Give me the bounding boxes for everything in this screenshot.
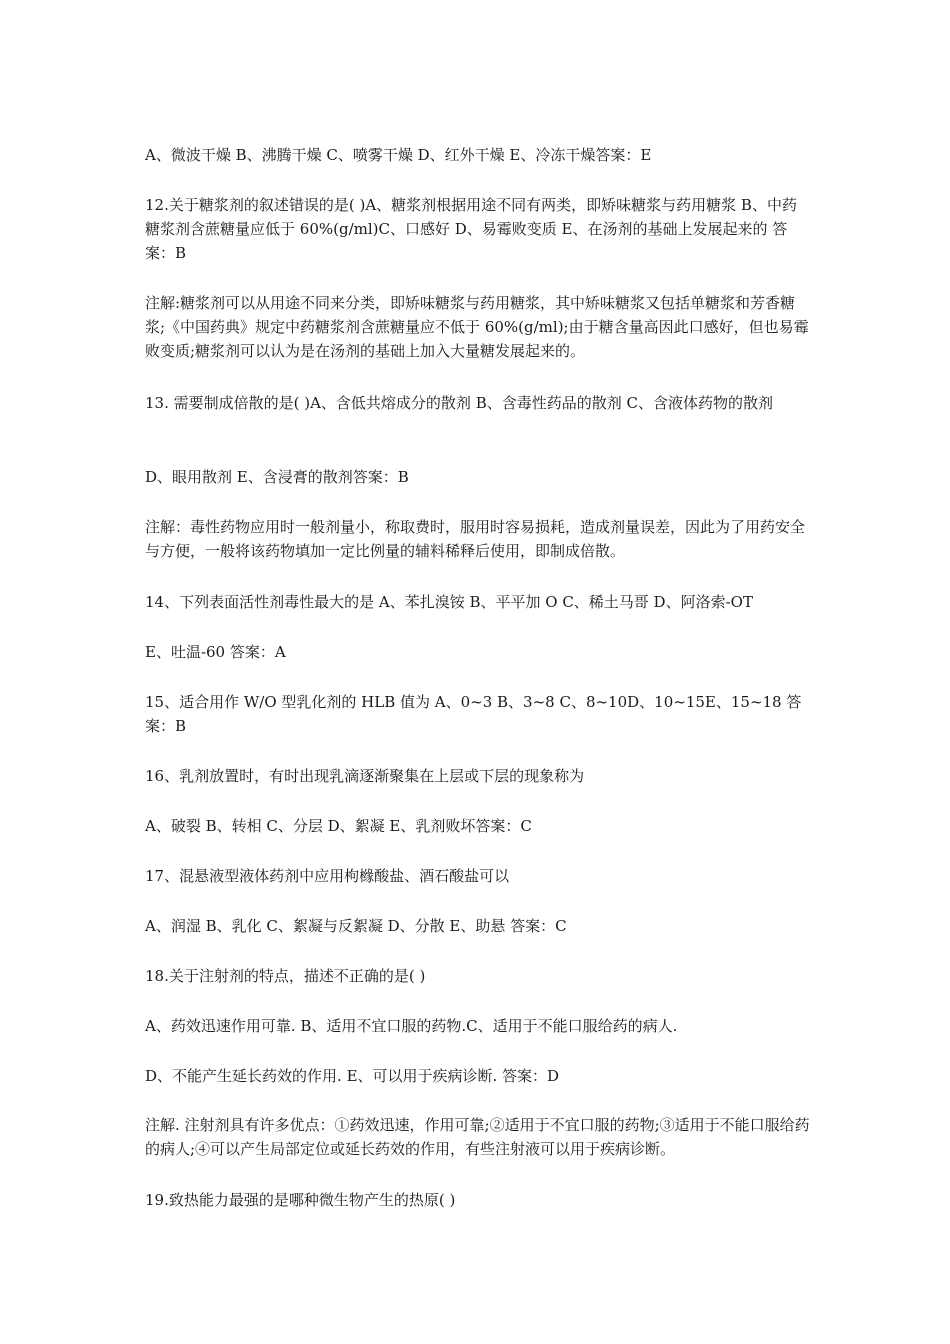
question-17: 17、混悬液型液体药剂中应用枸橼酸盐、酒石酸盐可以 (145, 867, 510, 885)
question-19: 19.致热能力最强的是哪种微生物产生的热原( ) (145, 1191, 456, 1209)
options-16: A、破裂 B、转相 C、分层 D、絮凝 E、乳剂败坏答案：C (145, 817, 532, 835)
question-13: 13. 需要制成倍散的是( )A、含低共熔成分的散剂 B、含毒性药品的散剂 C、含液体药物的散剂 (145, 394, 773, 412)
note-12: 注解:糖浆剂可以从用途不同来分类，即矫味糖浆与药用糖浆，其中矫味糖浆又包括单糖浆和芳香糖浆;《中国药典》规定中药糖浆剂含蔗糖量应不低于 60%(g/ml);由于糖含量高因此口感好，但也易霉败变质;糖浆剂可以认为是在汤剂的基础上加入大量糖发展起来的。 (145, 294, 809, 360)
question-15: 15、适合用作 W/O 型乳化剂的 HLB 值为 A、0~3 B、3~8 C、8~10D、10~15E、15~18 答案：B (145, 693, 802, 735)
question-12: 12.关于糖浆剂的叙述错误的是( )A、糖浆剂根据用途不同有两类，即矫味糖浆与药用糖浆 B、中药糖浆剂含蔗糖量应低于 60%(g/ml)C、口感好 D、易霉败变质 E、在汤剂的基础上发展起来的 答案：B (145, 196, 797, 262)
answer-line-11: A、微波干燥 B、沸腾干燥 C、喷雾干燥 D、红外干燥 E、冷冻干燥答案：E (145, 146, 652, 164)
options-18-b: D、不能产生延长药效的作用. E、可以用于疾病诊断. 答案：D (145, 1067, 560, 1085)
options-14: E、吐温-60 答案：A (145, 643, 286, 661)
note-13: 注解：毒性药物应用时一般剂量小，称取费时，服用时容易损耗，造成剂量误差，因此为了用药安全与方便，一般将该药物填加一定比例量的辅料稀释后使用，即制成倍散。 (145, 518, 806, 560)
options-13: D、眼用散剂 E、含浸膏的散剂答案：B (145, 468, 409, 486)
options-18-a: A、药效迅速作用可靠. B、适用不宜口服的药物.C、适用于不能口服给药的病人. (145, 1017, 678, 1035)
note-18: 注解. 注射剂具有许多优点：①药效迅速，作用可靠;②适用于不宜口服的药物;③适用于不能口服给药的病人;④可以产生局部定位或延长药效的作用，有些注射液可以用于疾病诊断。 (145, 1116, 810, 1158)
question-14: 14、下列表面活性剂毒性最大的是 A、苯扎溴铵 B、平平加 O C、稀土马哥 D、阿洛索-OT (145, 593, 753, 611)
options-17: A、润湿 B、乳化 C、絮凝与反絮凝 D、分散 E、助悬 答案：C (145, 917, 567, 935)
question-16: 16、乳剂放置时，有时出现乳滴逐渐聚集在上层或下层的现象称为 (145, 767, 585, 785)
question-18: 18.关于注射剂的特点，描述不正确的是( ) (145, 967, 426, 985)
